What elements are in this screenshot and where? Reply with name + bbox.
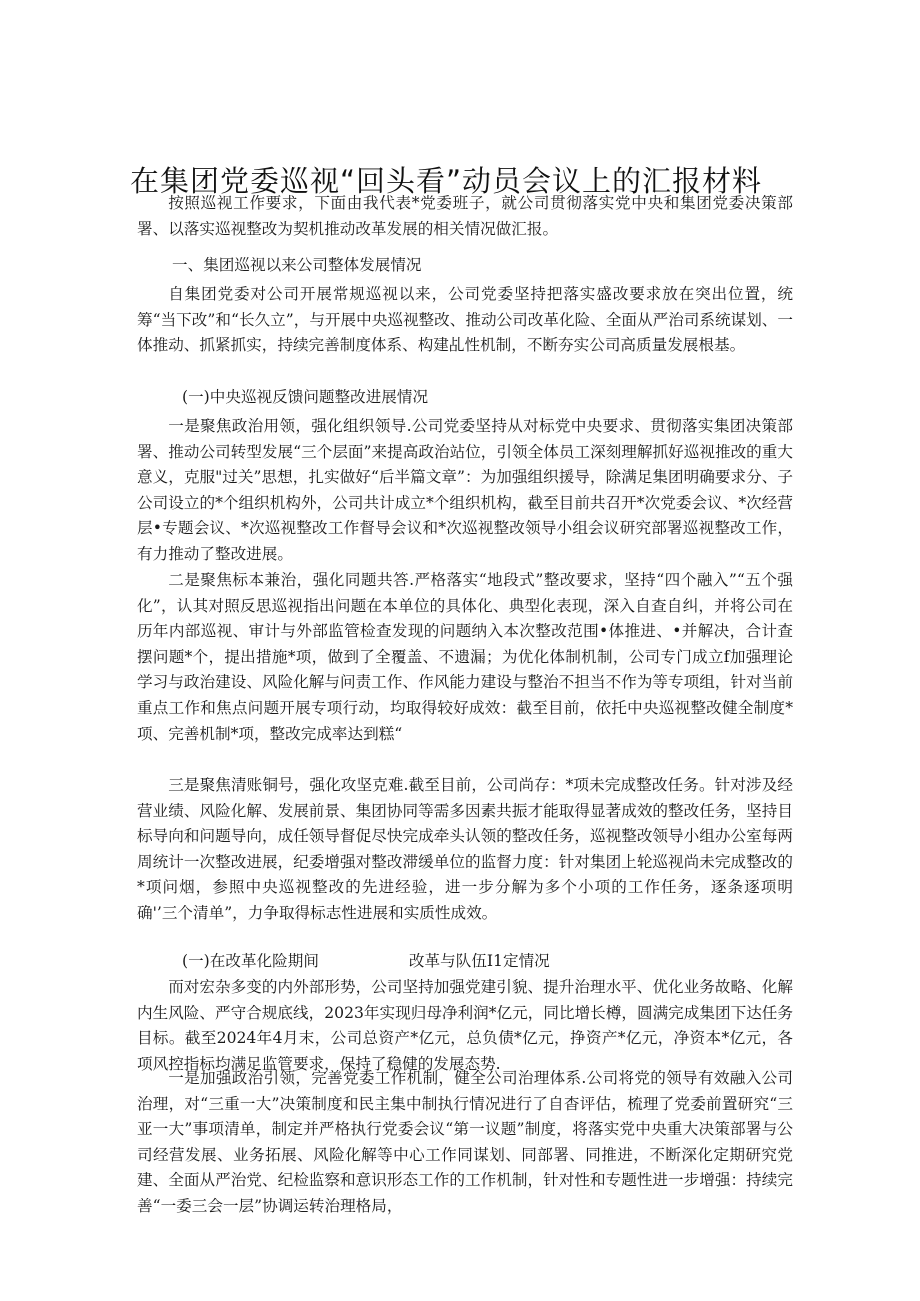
paragraph-point-two: 二是聚焦标本兼治，强化同题共答.严格落实“地段式”整改要求，坚持“四个融入”“五个强化”，认其对照反思巡视指出问题在本单位的具体化、典型化表现，深入自查自纠，并将公司在历年内部巡视、审计与外部监管检查发现的问题纳入本次整改范围•体推进、•并解决，合计查摆问题*个，提出措施*项，做到了全覆盖、不遗漏；为优化体制机制，公司专门成立f加强理论学习与政治建设、风险化解与问责工作、作风能力建设与整治不担当不作为等专项组，针对当前重点工作和焦点问题开展专项行动，均取得较好成效：截至目前，依托中央巡视整改健全制度*项、完善机制*项，整改完成率达到糕“ (137, 571, 793, 743)
paragraph-political-leadership: 一是加强政治引领，完善党委工作机制，健全公司治理体系.公司将党的领导有效融入公司治理，对“三重一大”决策制度和民主集中制执行情况进行了自杳评估，梳理了党委前置研究“三亚一大”事项清单，制定并严格执行党委会议“第一议题”制度，将落实党中央重大决策部署与公司经营发展、业务拓展、风险化解等中心工作同谋划、同部署、同推进，不断深化定期研究党建、全面从严治党、纪检监察和意识形态工作的工作机制，针对性和专题性进一步增强：持续完善“一委三会一层”协调运转治理格局， (137, 1069, 793, 1215)
paragraph-point-one: 一是聚焦政治用领，强化组织领导.公司党委坚持从对标党中央要求、贯彻落实集团决策部署、推动公司转型发展“三个层面”来提高政治站位，引领全体员工深刻理解抓好巡视推改的重大意义，克服"过关”思想，扎实做好“后半篇文章”：为加强组织援导，除满足集团明确要求分、子公司设立的*个组织机构外，公司共计成立*个组织机构，截至目前共召开*次党委会议、*次经营层•专题会议、*次巡视整改工作督导会议和*次巡视整改领导小组会议研究部署巡视整改工作，有力推动了整改进展。 (137, 417, 793, 563)
document-title: 在集团党委巡视“回头看”动员会议上的汇报材料 (130, 164, 763, 199)
subsection-2-heading-part-b: 改革与队伍I1定情况 (408, 952, 550, 970)
subsection-2-heading-part-a: (一)在改革化险期间 (182, 952, 319, 970)
intro-paragraph: 按照巡视工作要求，下面由我代表*党委班子，就公司贯彻落实党中央和集团党委决策部署、以落实巡视整改为契机推动改革发展的相关情况做汇报。 (137, 194, 793, 238)
paragraph-point-three: 三是聚焦清账铜号，强化攻坚克难.截至目前，公司尚存：*项未完成整改任务。针对涉及经营业绩、风险化解、发展前景、集团协同等需多因素共振才能取得显著成效的整改任务，坚持目标导向和问题导向，成任领导督促尽快完成牵头认领的整改任务，巡视整改领导小组办公室每两周统计一次整改进展，纪委增强对整改滞缓单位的监督力度：针对集团上轮巡视尚未完成整改的*项问烟，参照中央巡视整改的先进经验，进一步分解为多个小项的工作任务，逐条逐项明确'’三个清单”，力争取得标志性进展和实质性成效。 (137, 776, 793, 922)
section-1-paragraph: 自集团党委对公司开展常规巡视以来，公司党委坚持把落实盛改要求放在突出位置，统筹“当下改”和“长久立”，与开展中央巡视整改、推动公司改革化险、全面从严治司系统谋划、一体推动、抓紧抓实，持续完善制度体系、构建乩性机制，不断夯实公司高质量发展根基。 (137, 285, 793, 355)
section-1-heading: 一、集团巡视以来公司整体发展情况 (172, 256, 422, 274)
subsection-2-heading (182, 949, 550, 975)
paragraph-development-status: 而对宏杂多变的内外部形势，公司坚持加强党建引貌、提升治理水平、优化业务故略、化解内生风险、严守合规底线，2023年实现归母净利润*亿元，同比增长樽，圆满完成集团下达任务目标。截至2024年4月末，公司总资产*亿元，总负债*亿元，挣资产*亿元，净资本*亿元，各项风控指标均满足监管要求，保持了稳健的发展态势. (137, 978, 793, 1073)
subsection-1-heading: (一)中央巡视反馈问题整改进展情况 (182, 388, 429, 406)
